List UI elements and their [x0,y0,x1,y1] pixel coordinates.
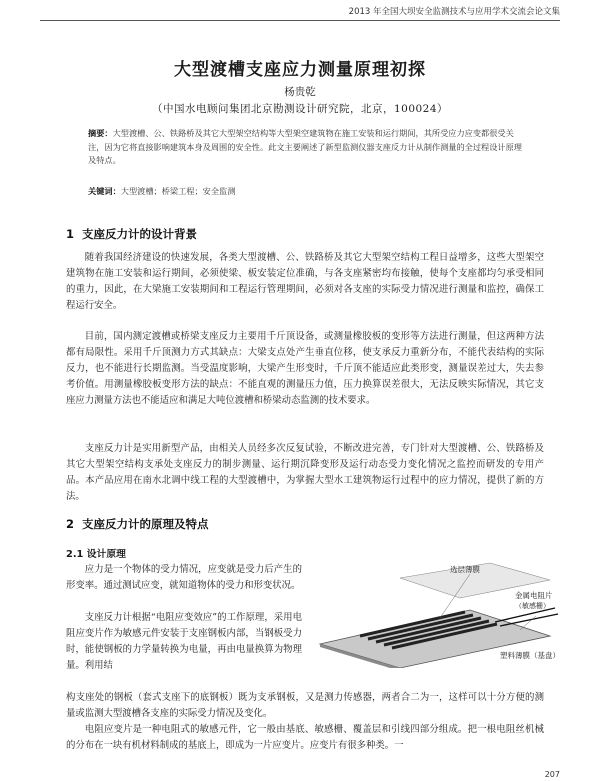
subsection-2-1-title: 设计原理 [86,549,126,560]
abstract-label: 摘要： [88,128,113,138]
lead-wire-2 [500,614,558,626]
section-2-number: 2 [66,517,75,531]
keywords [88,185,522,198]
article-affiliation: （中国水电顾问集团北京勘测设计研究院，北京，100024） [151,103,449,115]
article-title: 大型渡槽支座应力测量原理初探 [174,60,426,80]
article-author: 杨贵乾 [284,86,316,98]
figure-label-grid-note: （敏感栅） [515,602,550,610]
section-2-paragraph-2: 支座反力计根据“电阻应变效应”的工作原理，采用电阻应变片作为敏感元件安装于支座钢板内部，当钢板受力时，能使钢板的力学量转换为电量，再由电量换算为物理量。利用结 [66,612,302,671]
page-number: 207 [544,770,560,779]
section-1-number: 1 [66,227,75,241]
subsection-2-1-number: 2.1 [66,549,84,560]
section-2-title: 支座反力计的原理及特点 [82,517,209,531]
figure-label-substrate: 塑料薄膜（基盘） [500,651,560,660]
strain-gauge-diagram [300,558,570,668]
section-2-paragraph-2-continued: 构支座处的钢板（套式支座下的底钢板）既为支承钢板，又是测力传感器，两者合二为一，这样可以十分方便的测量或监测大型渡槽各支座的实际受力情况及变化。 [66,692,544,719]
section-1-paragraph-1: 随着我国经济建设的快速发展，各类大型渡槽、公、铁路桥及其它大型架空结构工程日益增多，这些大型架空建筑物在施工安装和运行期间，必须使梁、板安装定位准确，与各支座紧密均布接触，使每个支座都均匀承受相同的重力，因此，在大梁施工安装期间和工程运行管理期间，必须对各支座的实际受力情况进行测量和监控，确保工程运行安全。 [66,252,544,311]
subsection-2-1-heading [66,546,126,560]
keywords-text: 大型渡槽；桥梁工程；安全监测 [120,186,236,196]
section-1-heading [66,226,197,242]
section-1-title: 支座反力计的设计背景 [82,227,198,241]
abstract [88,127,522,168]
section-2-paragraph-3: 电阻应变片是一种电阻式的敏感元件，它一般由基底、敏感栅、覆盖层和引线四部分组成。把一根电阻丝机械的分布在一块有机材料制成的基底上，即成为一片应变片。应变片有很多种类。一 [66,724,544,751]
section-1-paragraph-3: 支座反力计是实用新型产品，由相关人员经多次反复试验，不断改进完善，专门针对大型渡槽、公、铁路桥及其它大型架空结构支承处支座反力的制步测量、运行期沉降变形及运行动态受力变化情况之监控而研发的专用产品。本产品应用在南水北调中线工程的大型渡槽中，为掌握大型水工建筑物运行过程中的应力情况，提供了新的方法。 [66,443,544,502]
section-2-heading [66,516,209,532]
running-header [40,0,560,21]
lead-wire-1 [495,608,555,622]
grid-leader-line [520,616,536,630]
keywords-label: 关键词： [88,186,121,196]
proceedings-title: 2013 年全国大坝安全监测技术与应用学术交流会论文集 [348,7,560,17]
figure-label-grid: 金属电阻片 [515,591,553,600]
section-1-paragraph-2: 目前，国内测定渡槽或桥梁支座反力主要用千斤顶设备，或测量橡胶板的变形等方法进行测量，但这两种方法都有局限性。采用千斤顶测力方式其缺点：大梁支点处产生垂直位移，使支承反力重新分布，不能代表结构的实际反力，也不能进行长期监测。当受温度影响，大梁产生形变时，千斤顶不能适应此类形变，测量误差过大，失去参考价值。用测量橡胶板变形方法的缺点：不能直观的测量压力值，压力换算误差很大，无法反映实际情况，其它支座应力测量方法也不能适应和满足大吨位渡槽和桥梁动态监测的技术要求。 [66,331,544,406]
abstract-text: 大型渡槽、公、铁路桥及其它大型架空结构等大型架空建筑物在施工安装和运行期间，其所受应力应变都很受关注，因为它将直接影响建筑本身及周围的安全性。此文主要阐述了新型监测仪器支座反力计从制作测量的全过程设计原理及特点。 [88,128,522,165]
section-2-paragraph-1: 应力是一个物体的受力情况，应变就是受力后产生的形变率。通过测试应变，就知道物体的受力和形变状况。 [66,564,302,591]
figure-label-cover: 选层薄膜 [450,565,480,574]
